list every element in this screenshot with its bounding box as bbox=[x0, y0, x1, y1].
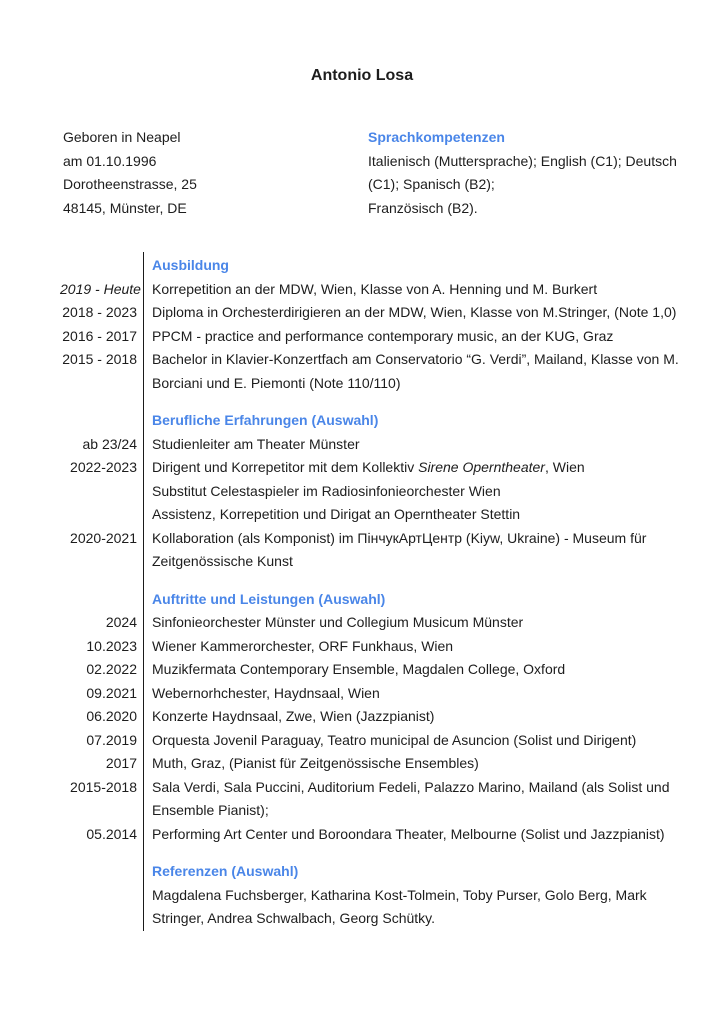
cv-section bbox=[60, 860, 710, 931]
entry-text-part: Assistenz, Korrepetition und Dirigat an Operntheater Stettin bbox=[152, 506, 521, 522]
section-heading-row bbox=[60, 588, 710, 612]
cv-sections bbox=[60, 254, 710, 931]
cv-entry-row bbox=[60, 456, 710, 480]
entry-date: 09.2021 bbox=[86, 684, 137, 701]
entry-text-part: , Wien bbox=[544, 459, 585, 475]
entry-text bbox=[152, 301, 697, 325]
cv-entry-row bbox=[60, 325, 710, 349]
cv-section bbox=[60, 588, 710, 847]
entry-text-part: PPCM - practice and performance contemporary music, an der KUG, Graz bbox=[152, 327, 614, 344]
entry-text bbox=[152, 884, 697, 931]
section-heading: Berufliche Erfahrungen (Auswahl) bbox=[152, 412, 379, 428]
vertical-divider bbox=[143, 252, 144, 931]
section-heading-row bbox=[60, 409, 710, 433]
entry-text bbox=[152, 823, 697, 847]
entry-text-part: Muzikfermata Contemporary Ensemble, Magdalen College, Oxford bbox=[152, 661, 566, 677]
cv-entry-row bbox=[60, 682, 710, 706]
section-heading: Referenzen (Auswahl) bbox=[152, 863, 299, 879]
section-heading: Auftritte und Leistungen (Auswahl) bbox=[152, 590, 386, 607]
cv-entry-row bbox=[60, 729, 710, 753]
entry-text bbox=[152, 658, 697, 682]
cv-section bbox=[60, 254, 710, 395]
entry-date: 06.2020 bbox=[86, 708, 137, 724]
cv-entry-row bbox=[60, 348, 710, 395]
header-info bbox=[63, 126, 708, 220]
section-heading: Ausbildung bbox=[152, 257, 229, 273]
date-cell-empty bbox=[60, 409, 137, 433]
section-heading-row bbox=[60, 860, 710, 884]
languages-text bbox=[368, 150, 708, 221]
personal-info-line: Geboren in Neapel bbox=[63, 129, 181, 145]
cv-entry-row bbox=[60, 480, 710, 504]
entry-date: 02.2022 bbox=[86, 661, 137, 677]
page-title: Antonio Losa bbox=[310, 67, 414, 84]
entry-text-part: Dirigent und Korrepetitor mit dem Kollektiv bbox=[152, 459, 419, 475]
entry-date: 10.2023 bbox=[86, 637, 137, 654]
entry-text bbox=[152, 503, 697, 527]
entry-text-part: Kollaboration (als Komponist) im ПінчукАртЦентр (Kiyw, Ukraine) - Museum für Zeitgenössische Kunst bbox=[152, 529, 647, 569]
entry-text-part: Webernorhchester, Haydnsaal, Wien bbox=[152, 684, 380, 701]
entry-date bbox=[60, 503, 137, 527]
date-cell-empty bbox=[60, 860, 137, 884]
entry-date: 2019 - Heute bbox=[60, 280, 141, 297]
entry-date: 2015 - 2018 bbox=[62, 351, 137, 367]
cv-entry-row bbox=[60, 658, 710, 682]
entry-text bbox=[152, 348, 697, 395]
entry-date: 05.2014 bbox=[86, 825, 137, 842]
languages-line: Italienisch (Muttersprache); English (C1); Deutsch (C1); Spanisch (B2); bbox=[368, 152, 677, 192]
date-cell-empty bbox=[60, 588, 137, 612]
cv-entry-row bbox=[60, 278, 710, 302]
entry-text bbox=[152, 278, 697, 302]
cv-entry-row bbox=[60, 752, 710, 776]
entry-text bbox=[152, 682, 697, 706]
languages-line: Französisch (B2). bbox=[368, 199, 478, 216]
entry-text bbox=[152, 611, 697, 635]
entry-date: ab 23/24 bbox=[82, 435, 137, 452]
date-cell-empty bbox=[60, 254, 137, 278]
cv-entry-row bbox=[60, 823, 710, 847]
cv-section bbox=[60, 409, 710, 574]
personal-info bbox=[63, 126, 368, 220]
section-heading-row bbox=[60, 254, 710, 278]
entry-text bbox=[152, 776, 697, 823]
cv-entry-row bbox=[60, 503, 710, 527]
entry-date: 2016 - 2017 bbox=[62, 327, 137, 344]
entry-text-part: Substitut Celestaspieler im Radiosinfonieorchester Wien bbox=[152, 482, 501, 499]
entry-text-part: Bachelor in Klavier-Konzertfach am Conservatorio “G. Verdi”, Mailand, Klasse von M. Borciani und E. Piemonti (Note 110/110) bbox=[152, 351, 679, 391]
cv-entry-row bbox=[60, 433, 710, 457]
entry-date bbox=[60, 480, 137, 504]
entry-text-part: Performing Art Center und Boroondara Theater, Melbourne (Solist und Jazzpianist) bbox=[152, 825, 665, 842]
entry-text-part: Diploma in Orchesterdirigieren an der MDW, Wien, Klasse von M.Stringer, (Note 1,0) bbox=[152, 304, 677, 320]
entry-text bbox=[152, 527, 697, 574]
entry-text-part: Sala Verdi, Sala Puccini, Auditorium Fedeli, Palazzo Marino, Mailand (als Solist und Ensemble Pianist); bbox=[152, 778, 670, 818]
languages-heading: Sprachkompetenzen bbox=[368, 129, 505, 145]
cv-entry-row bbox=[60, 527, 710, 574]
entry-text bbox=[152, 325, 697, 349]
entry-text bbox=[152, 752, 697, 776]
entry-text bbox=[152, 480, 697, 504]
entry-date: 2018 - 2023 bbox=[62, 304, 137, 320]
entry-date: 2017 bbox=[105, 755, 137, 771]
languages-block bbox=[368, 126, 708, 220]
entry-text-part: Wiener Kammerorchester, ORF Funkhaus, Wien bbox=[152, 637, 454, 654]
entry-text-part: Sinfonieorchester Münster und Collegium Musicum Münster bbox=[152, 614, 524, 630]
personal-info-line: Dorotheenstrasse, 25 bbox=[63, 176, 197, 192]
entry-date bbox=[60, 884, 137, 931]
entry-text-italic-part: Sirene Operntheater bbox=[418, 459, 545, 475]
entry-text-part: Korrepetition an der MDW, Wien, Klasse von A. Henning und M. Burkert bbox=[152, 280, 598, 297]
cv-entry-row bbox=[60, 635, 710, 659]
entry-date: 07.2019 bbox=[86, 731, 137, 748]
cv-entry-row bbox=[60, 705, 710, 729]
cv-entry-row bbox=[60, 301, 710, 325]
entry-date: 2024 bbox=[105, 614, 137, 630]
entry-text-part: Studienleiter am Theater Münster bbox=[152, 435, 360, 452]
cv-entry-row bbox=[60, 611, 710, 635]
personal-info-line: 48145, Münster, DE bbox=[63, 199, 187, 216]
personal-info-line: am 01.10.1996 bbox=[63, 152, 157, 169]
entry-text bbox=[152, 635, 697, 659]
cv-entry-row bbox=[60, 776, 710, 823]
entry-text bbox=[152, 433, 697, 457]
entry-text-part: Magdalena Fuchsberger, Katharina Kost-Tolmein, Toby Purser, Golo Berg, Mark Stringer, Andrea Schwalbach, Georg Schütky. bbox=[152, 886, 647, 926]
entry-text-part: Konzerte Haydnsaal, Zwe, Wien (Jazzpianist) bbox=[152, 708, 435, 724]
entry-text-part: Muth, Graz, (Pianist für Zeitgenössische Ensembles) bbox=[152, 755, 479, 771]
entry-text-part: Orquesta Jovenil Paraguay, Teatro municipal de Asuncion (Solist und Dirigent) bbox=[152, 731, 637, 748]
entry-text bbox=[152, 705, 697, 729]
entry-text bbox=[152, 729, 697, 753]
entry-date: 2022-2023 bbox=[70, 459, 137, 475]
entry-text bbox=[152, 456, 697, 480]
entry-date: 2020-2021 bbox=[70, 529, 137, 546]
entry-date: 2015-2018 bbox=[70, 778, 137, 795]
cv-entry-row bbox=[60, 884, 710, 931]
